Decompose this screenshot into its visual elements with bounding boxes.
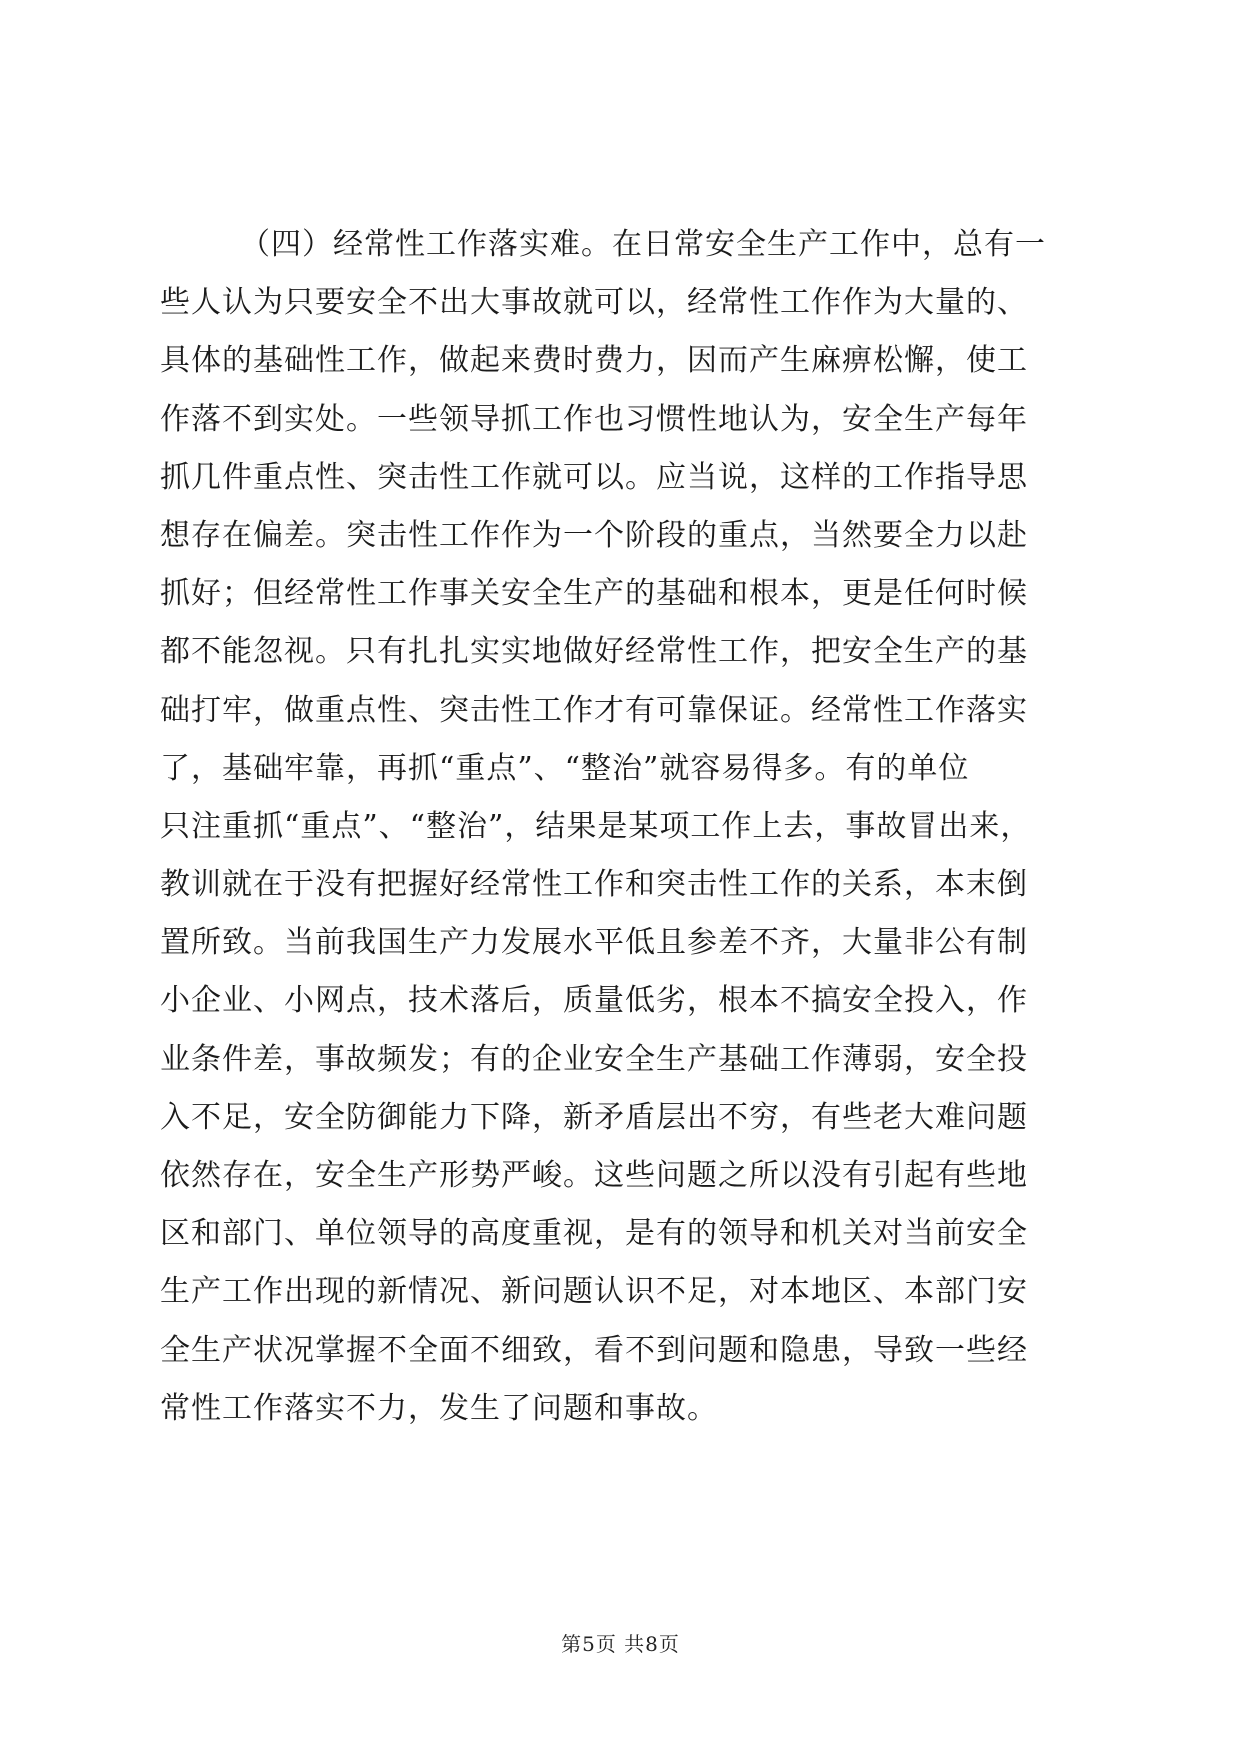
body-paragraph bbox=[160, 225, 1080, 1447]
paragraph-line: 入不足，安全防御能力下降，新矛盾层出不穷，有些老大难问题 bbox=[160, 1099, 1028, 1135]
paragraph-line: 抓几件重点性、突击性工作就可以。应当说，这样的工作指导思 bbox=[160, 459, 1028, 495]
paragraph-line: 常性工作落实不力，发生了问题和事故。 bbox=[160, 1390, 718, 1426]
paragraph-line: 抓好；但经常性工作事关安全生产的基础和根本，更是任何时候 bbox=[160, 576, 1028, 612]
paragraph-line: 置所致。当前我国生产力发展水平低且参差不齐，大量非公有制 bbox=[160, 925, 1028, 961]
paragraph-line: 只注重抓“重点”、“整治”，结果是某项工作上去，事故冒出来， bbox=[160, 808, 1032, 844]
page-footer bbox=[0, 1628, 1241, 1657]
paragraph-line: 区和部门、单位领导的高度重视，是有的领导和机关对当前安全 bbox=[160, 1216, 1028, 1252]
paragraph-line: 都不能忽视。只有扎扎实实地做好经常性工作，把安全生产的基 bbox=[160, 634, 1028, 670]
page-number-label: 第5页 共8页 bbox=[561, 1632, 680, 1656]
paragraph-line: 生产工作出现的新情况、新问题认识不足，对本地区、本部门安 bbox=[160, 1274, 1028, 1310]
paragraph-line: （四）经常性工作落实难。在日常安全生产工作中，总有一 bbox=[240, 227, 1046, 262]
paragraph-line: 些人认为只要安全不出大事故就可以，经常性工作作为大量的、 bbox=[160, 285, 1028, 321]
paragraph-line: 础打牢，做重点性、突击性工作才有可靠保证。经常性工作落实 bbox=[160, 692, 1028, 728]
paragraph-line: 全生产状况掌握不全面不细致，看不到问题和隐患，导致一些经 bbox=[160, 1332, 1028, 1368]
paragraph-line: 具体的基础性工作，做起来费时费力，因而产生麻痹松懈，使工 bbox=[160, 343, 1028, 379]
paragraph-line: 小企业、小网点，技术落后，质量低劣，根本不搞安全投入，作 bbox=[160, 983, 1028, 1019]
paragraph-line: 了，基础牢靠，再抓“重点”、“整治”就容易得多。有的单位 bbox=[160, 750, 970, 786]
paragraph-line: 作落不到实处。一些领导抓工作也习惯性地认为，安全生产每年 bbox=[160, 401, 1028, 437]
paragraph-line: 依然存在，安全生产形势严峻。这些问题之所以没有引起有些地 bbox=[160, 1158, 1028, 1193]
paragraph-line: 教训就在于没有把握好经常性工作和突击性工作的关系，本末倒 bbox=[160, 867, 1028, 903]
paragraph-line: 想存在偏差。突击性工作作为一个阶段的重点，当然要全力以赴 bbox=[160, 517, 1028, 553]
paragraph-line: 业条件差，事故频发；有的企业安全生产基础工作薄弱，安全投 bbox=[160, 1041, 1028, 1077]
